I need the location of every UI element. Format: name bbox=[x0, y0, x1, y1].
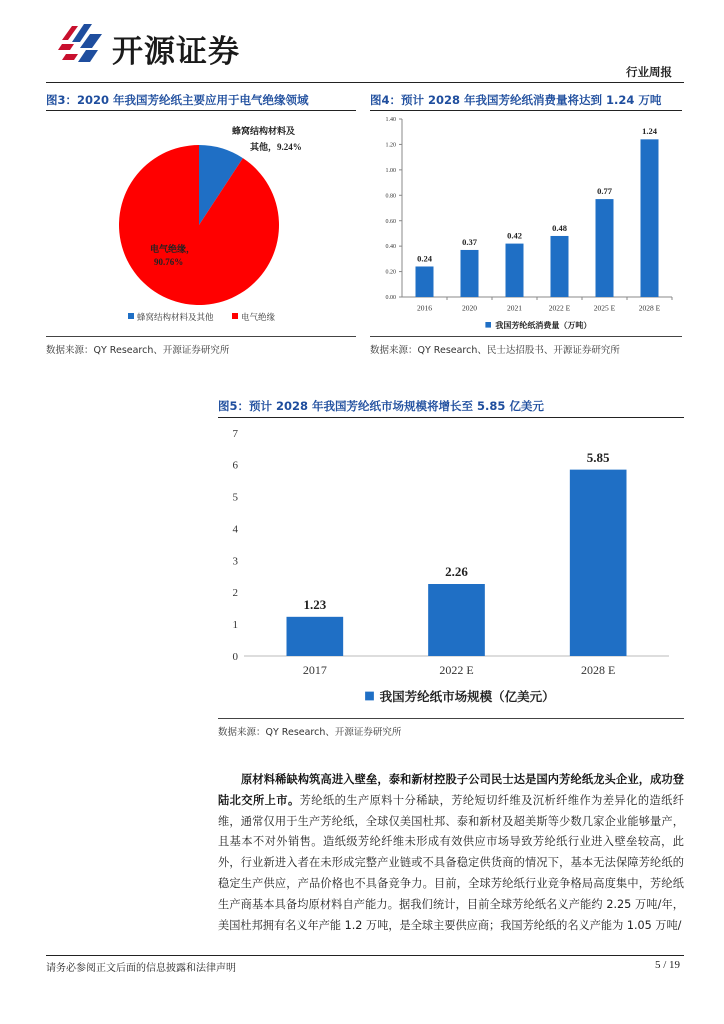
legend-label: 我国芳纶纸市场规模（亿美元） bbox=[379, 690, 555, 704]
y-tick-label: 1.20 bbox=[385, 142, 396, 149]
body-paragraph bbox=[218, 770, 684, 936]
y-tick-label: 1 bbox=[232, 618, 238, 631]
legend-swatch bbox=[485, 322, 491, 328]
fig4-title: 图4：预计 2028 年我国芳纶纸消费量将达到 1.24 万吨 bbox=[370, 93, 662, 107]
bar bbox=[428, 584, 485, 656]
x-tick-label: 2021 bbox=[507, 303, 522, 313]
bar-value-label: 1.23 bbox=[303, 597, 327, 613]
bar bbox=[596, 199, 614, 297]
bar-value-label: 5.85 bbox=[586, 449, 610, 465]
y-tick-label: 7 bbox=[232, 427, 238, 440]
fig4-title-rule bbox=[370, 110, 682, 111]
fig3-pie-chart bbox=[46, 112, 356, 334]
pie-legend-swatch bbox=[232, 313, 238, 319]
bar bbox=[551, 236, 569, 297]
bar bbox=[641, 139, 659, 297]
fig5-source: 数据来源：QY Research、开源证券研究所 bbox=[218, 727, 402, 738]
footer-divider bbox=[46, 955, 684, 956]
pie-legend-label: 蜂窝结构材料及其他 bbox=[137, 312, 214, 322]
y-tick-label: 3 bbox=[232, 555, 238, 568]
pie-legend-label: 电气绝缘 bbox=[241, 312, 276, 322]
y-tick-label: 1.40 bbox=[385, 117, 396, 124]
pie-slice-insulation bbox=[119, 145, 279, 305]
y-tick-label: 0.20 bbox=[385, 269, 396, 276]
fig4-source: 数据来源：QY Research、民士达招股书、开源证券研究所 bbox=[370, 345, 620, 356]
pie-annotation-honeycomb-line2: 其他，9.24% bbox=[250, 142, 302, 152]
logo-text: 开源证券 bbox=[112, 34, 240, 70]
x-tick-label: 2028 E bbox=[638, 303, 661, 313]
x-tick-label: 2020 bbox=[462, 303, 477, 313]
report-type-label: 行业周报 bbox=[626, 65, 672, 79]
paragraph-bold-lead: 原材料稀缺构筑高进入壁垒，泰和新材控股子公司民士达是国内芳纶纸龙头企业，成功登陆北交所上市。 bbox=[218, 773, 684, 807]
pie-legend-swatch bbox=[128, 313, 134, 319]
x-tick-label: 2022 E bbox=[548, 303, 571, 313]
y-tick-label: 1.00 bbox=[385, 167, 396, 174]
x-tick-label: 2025 E bbox=[593, 303, 616, 313]
bar-value-label: 0.77 bbox=[597, 186, 612, 196]
x-tick-label: 2017 bbox=[302, 663, 327, 677]
fig4-bar-chart bbox=[370, 112, 682, 334]
logo-mark-icon bbox=[58, 22, 104, 64]
y-tick-label: 2 bbox=[232, 587, 238, 600]
pie-annotation-insulation-line1: 电气绝缘， bbox=[150, 244, 196, 254]
bar bbox=[506, 244, 524, 297]
fig3-source: 数据来源：QY Research、开源证券研究所 bbox=[46, 345, 230, 356]
y-tick-label: 5 bbox=[232, 491, 238, 504]
fig5-title: 图5：预计 2028 年我国芳纶纸市场规模将增长至 5.85 亿美元 bbox=[218, 399, 544, 413]
y-tick-label: 0.80 bbox=[385, 193, 396, 200]
fig3-title-rule bbox=[46, 110, 356, 111]
bar bbox=[287, 617, 344, 656]
fig4-bottom-rule bbox=[370, 336, 682, 337]
y-tick-label: 4 bbox=[232, 523, 238, 536]
header-divider bbox=[46, 82, 684, 83]
y-tick-label: 0 bbox=[232, 650, 238, 663]
footer-disclaimer: 请务必参阅正文后面的信息披露和法律声明 bbox=[46, 963, 236, 974]
fig5-title-rule bbox=[218, 417, 684, 418]
fig3-bottom-rule bbox=[46, 336, 356, 337]
bar-value-label: 0.42 bbox=[507, 230, 522, 241]
x-tick-label: 2028 E bbox=[580, 663, 616, 677]
y-tick-label: 0.60 bbox=[385, 218, 396, 225]
bar-value-label: 2.26 bbox=[445, 564, 468, 580]
bar-value-label: 0.48 bbox=[552, 222, 567, 233]
fig5-bottom-rule bbox=[218, 718, 684, 719]
pie-annotation-honeycomb-line1: 蜂窝结构材料及 bbox=[232, 126, 296, 136]
x-tick-label: 2016 bbox=[417, 303, 432, 313]
legend-label: 我国芳纶纸消费量（万吨） bbox=[495, 321, 592, 330]
y-tick-label: 0.00 bbox=[385, 295, 396, 302]
pie-annotation-insulation-line2: 90.76% bbox=[154, 257, 184, 267]
bar-value-label: 0.37 bbox=[462, 236, 477, 247]
legend-swatch bbox=[365, 692, 374, 701]
y-tick-label: 6 bbox=[232, 459, 238, 472]
y-tick-label: 0.40 bbox=[385, 244, 396, 251]
bar bbox=[570, 470, 627, 656]
x-tick-label: 2022 E bbox=[439, 663, 474, 677]
fig3-title: 图3：2020 年我国芳纶纸主要应用于电气绝缘领域 bbox=[46, 93, 309, 107]
paragraph-body: 芳纶纸的生产原料十分稀缺，芳纶短切纤维及沉析纤维作为差异化的造纸纤维，通常仅用于生产芳纶纸，全球仅美国杜邦、泰和新材及超美斯等少数几家企业能够量产，且基本不对外销售。造纸级芳纶纤维未形成有效供应市场导致芳纶纸行业进入壁垒较高，此外，行业新进入者在未形成完整产业链或不具备稳定供货商的情况下，基本无法保障芳纶纸的稳定生产供应，产品价格也不具备竞争力。目前，全球芳纶纸行业竞争格局高度集中，芳纶纸生产商基本具备均原材料自产能力。据我们统计，目前全球芳纶纸名义产能约 2.25 万吨/年，美国杜邦拥有名义年产能 1.2 万吨，是全球主要供应商；我国芳纶纸的名义产能为 1.05 万吨/ bbox=[218, 793, 684, 932]
bar bbox=[461, 250, 479, 297]
fig5-bar-chart bbox=[218, 419, 684, 717]
bar-value-label: 0.24 bbox=[417, 253, 432, 264]
bar-value-label: 1.24 bbox=[642, 126, 657, 137]
company-logo bbox=[58, 22, 278, 70]
bar bbox=[416, 266, 434, 297]
page-number: 5 / 19 bbox=[654, 959, 680, 971]
